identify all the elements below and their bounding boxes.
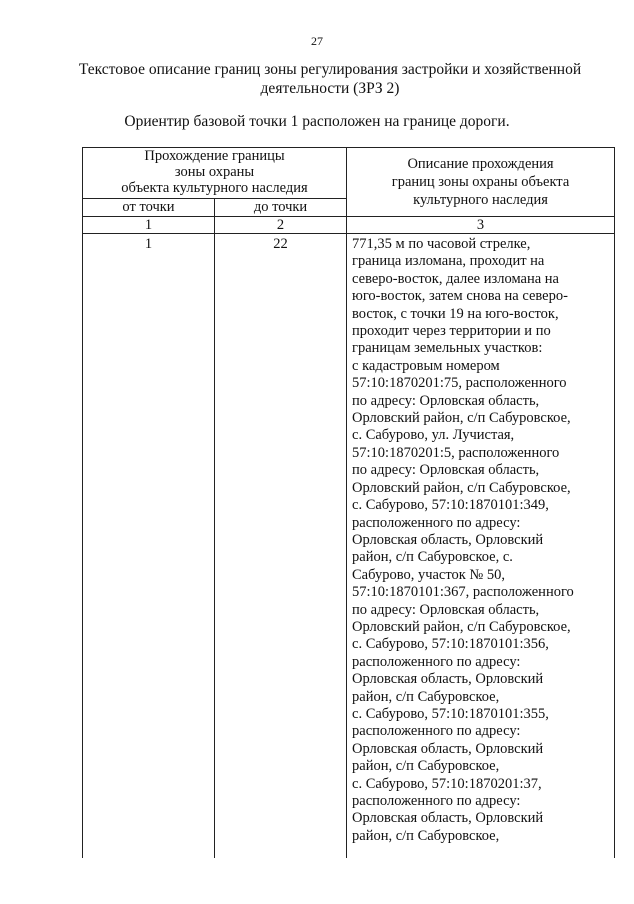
- description-line: по адресу: Орловская область,: [352, 601, 540, 618]
- header-line: зоны охраны: [174, 164, 255, 180]
- description-line: граница изломана, проходит на: [352, 253, 545, 270]
- table-header-row: [83, 148, 615, 199]
- header-from-point: от точки: [83, 199, 215, 217]
- description-line: район, с/п Сабуровское,: [352, 827, 500, 844]
- column-number: 2: [215, 217, 347, 234]
- description-line: границам земельных участков:: [352, 340, 543, 357]
- description-line: расположенного по адресу:: [352, 514, 521, 531]
- column-number: 1: [83, 217, 215, 234]
- header-line: объекта культурного наследия: [121, 180, 308, 196]
- boundary-table: [82, 147, 615, 858]
- description-line: юго-восток, затем снова на северо-: [352, 288, 568, 305]
- header-line: культурного наследия: [413, 192, 548, 208]
- description-line: по адресу: Орловская область,: [352, 462, 540, 479]
- header-line: Прохождение границы: [144, 148, 285, 164]
- description-line: Орловская область, Орловский: [352, 671, 544, 688]
- description-line: расположенного по адресу:: [352, 653, 521, 670]
- title-line: Текстовое описание границ зоны регулирования застройки и хозяйственной: [78, 61, 582, 78]
- document-title: [70, 60, 590, 98]
- description-line: проходит через территории и по: [352, 323, 551, 340]
- description-line: район, с/п Сабуровское,: [352, 758, 500, 775]
- description-line: расположенного по адресу:: [352, 723, 521, 740]
- description-line: с. Сабурово, 57:10:1870101:356,: [352, 636, 549, 653]
- description-line: расположенного по адресу:: [352, 793, 521, 809]
- header-boundary-passage: [83, 148, 347, 199]
- description-line: Орловский район, с/п Сабуровское,: [352, 410, 571, 427]
- header-line: границ зоны охраны объекта: [391, 174, 570, 190]
- description-line: район, с/п Сабуровское, с.: [352, 549, 513, 566]
- description-line: район, с/п Сабуровское,: [352, 688, 500, 705]
- column-number: 3: [347, 217, 615, 234]
- cell-description: [347, 234, 615, 859]
- header-description: [347, 148, 615, 217]
- cell-to-point: 22: [215, 234, 347, 859]
- description-line: Орловская область, Орловский: [352, 810, 544, 827]
- description-line: 57:10:1870201:75, расположенного: [352, 375, 567, 392]
- description-line: с. Сабурово, 57:10:1870201:37,: [352, 775, 542, 792]
- page-number: 27: [311, 34, 323, 48]
- description-line: Орловская область, Орловский: [352, 531, 544, 548]
- description-line: восток, с точки 19 на юго-восток,: [352, 305, 559, 322]
- table-row: [83, 234, 615, 859]
- description-line: Орловская область, Орловский: [352, 740, 544, 757]
- title-line: деятельности (ЗРЗ 2): [260, 80, 400, 97]
- description-line: 57:10:1870101:367, расположенного: [352, 584, 574, 601]
- cell-from-point: 1: [83, 234, 215, 859]
- description-line: Сабурово, участок № 50,: [352, 566, 506, 583]
- description-line: с кадастровым номером: [352, 357, 500, 374]
- description-line: 771,35 м по часовой стрелке,: [352, 236, 531, 252]
- description-line: Орловский район, с/п Сабуровское,: [352, 479, 571, 496]
- description-line: с. Сабурово, 57:10:1870101:349,: [352, 497, 549, 514]
- column-number-row: [83, 217, 615, 234]
- base-point-note: Ориентир базовой точки 1 расположен на границе дороги.: [124, 113, 510, 130]
- header-to-point: до точки: [215, 199, 347, 217]
- description-line: по адресу: Орловская область,: [352, 392, 540, 409]
- description-line: северо-восток, далее изломана на: [352, 270, 559, 287]
- description-line: 57:10:1870201:5, расположенного: [352, 444, 560, 461]
- description-line: с. Сабурово, ул. Лучистая,: [352, 427, 515, 444]
- description-line: с. Сабурово, 57:10:1870101:355,: [352, 705, 549, 722]
- description-line: Орловский район, с/п Сабуровское,: [352, 618, 571, 635]
- header-line: Описание прохождения: [407, 156, 554, 172]
